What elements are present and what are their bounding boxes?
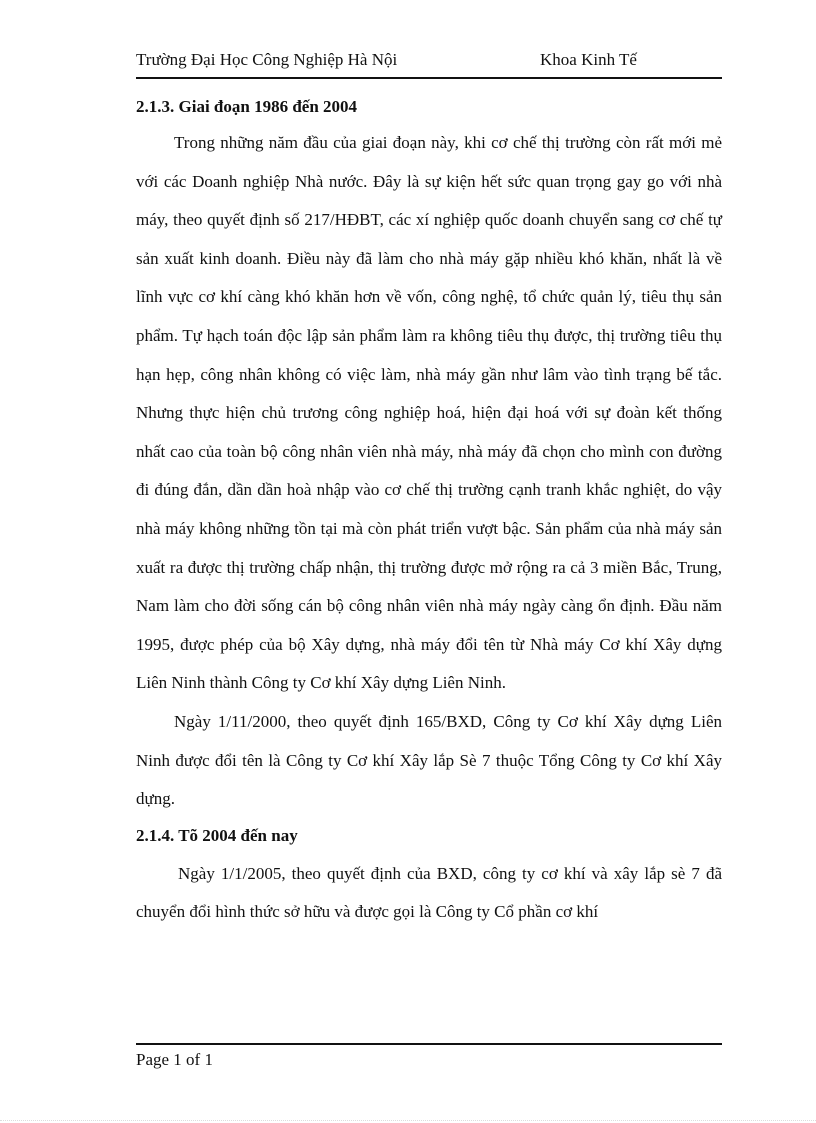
page-number: Page 1 of 1 <box>136 1050 213 1069</box>
section-heading: 2.1.3. Giai đoạn 1986 đến 2004 <box>136 97 358 116</box>
page-edge <box>0 1120 816 1121</box>
body-paragraph: Ngày 1/1/2005, theo quyết định của BXD, công ty cơ khí và xây lắp sè 7 đã chuyển đổi hình thức sở hữu và được gọi là Công ty Cổ phần cơ khí <box>136 863 722 922</box>
header-school-name: Trường Đại Học Công Nghiệp Hà Nội <box>136 50 398 69</box>
header-department: Khoa Kinh Tế <box>540 50 637 69</box>
header-divider <box>136 77 722 79</box>
footer-divider <box>136 1043 722 1045</box>
body-paragraph: Trong những năm đầu của giai đoạn này, khi cơ chế thị trường còn rất mới mẻ với các Doanh nghiệp Nhà nước. Đây là sự kiện hết sức quan trọng gay go với nhà máy, theo quyết định số 217/HĐBT, các xí nghiệp quốc doanh chuyển sang cơ chế tự sản xuất kinh doanh. Điều này đã làm cho nhà máy gặp nhiều khó khăn, nhất là về lĩnh vực cơ khí càng khó khăn hơn về vốn, công nghệ, tổ chức quản lý, tiêu thụ sản phẩm. Tự hạch toán độc lập sản phẩm làm ra không tiêu thụ được, thị trường tiêu thụ hạn hẹp, công nhân không có việc làm, nhà máy gần như lâm vào tình trạng bế tắc. Nhưng thực hiện chủ trương công nghiệp hoá, hiện đại hoá với sự đoàn kết thống nhất cao của toàn bộ công nhân viên nhà máy, nhà máy đã chọn cho mình con đường đi đúng đắn, dần dần hoà nhập vào cơ chế thị trường cạnh tranh khắc nghiệt, do vậy nhà máy không những tồn tại mà còn phát triển vượt bậc. Sản phẩm của nhà máy sản xuất ra được thị trường chấp nhận, thị trường được mở rộng ra cả 3 miền Bắc, Trung, Nam làm cho đời sống cán bộ công nhân viên nhà máy ngày càng ổn định. Đầu năm 1995, được phép của bộ Xây dựng, nhà máy đổi tên từ Nhà máy Cơ khí Xây dựng Liên Ninh thành Công ty Cơ khí Xây dựng Liên Ninh. <box>136 133 722 693</box>
section-heading: 2.1.4. Tõ 2004 đến nay <box>136 825 298 845</box>
body-paragraph: Ngày 1/11/2000, theo quyết định 165/BXD, Công ty Cơ khí Xây dựng Liên Ninh được đổi tên là Công ty Cơ khí Xây lắp Sè 7 thuộc Tổng Công ty Cơ khí Xây dựng. <box>136 711 722 809</box>
document-body <box>136 92 722 932</box>
